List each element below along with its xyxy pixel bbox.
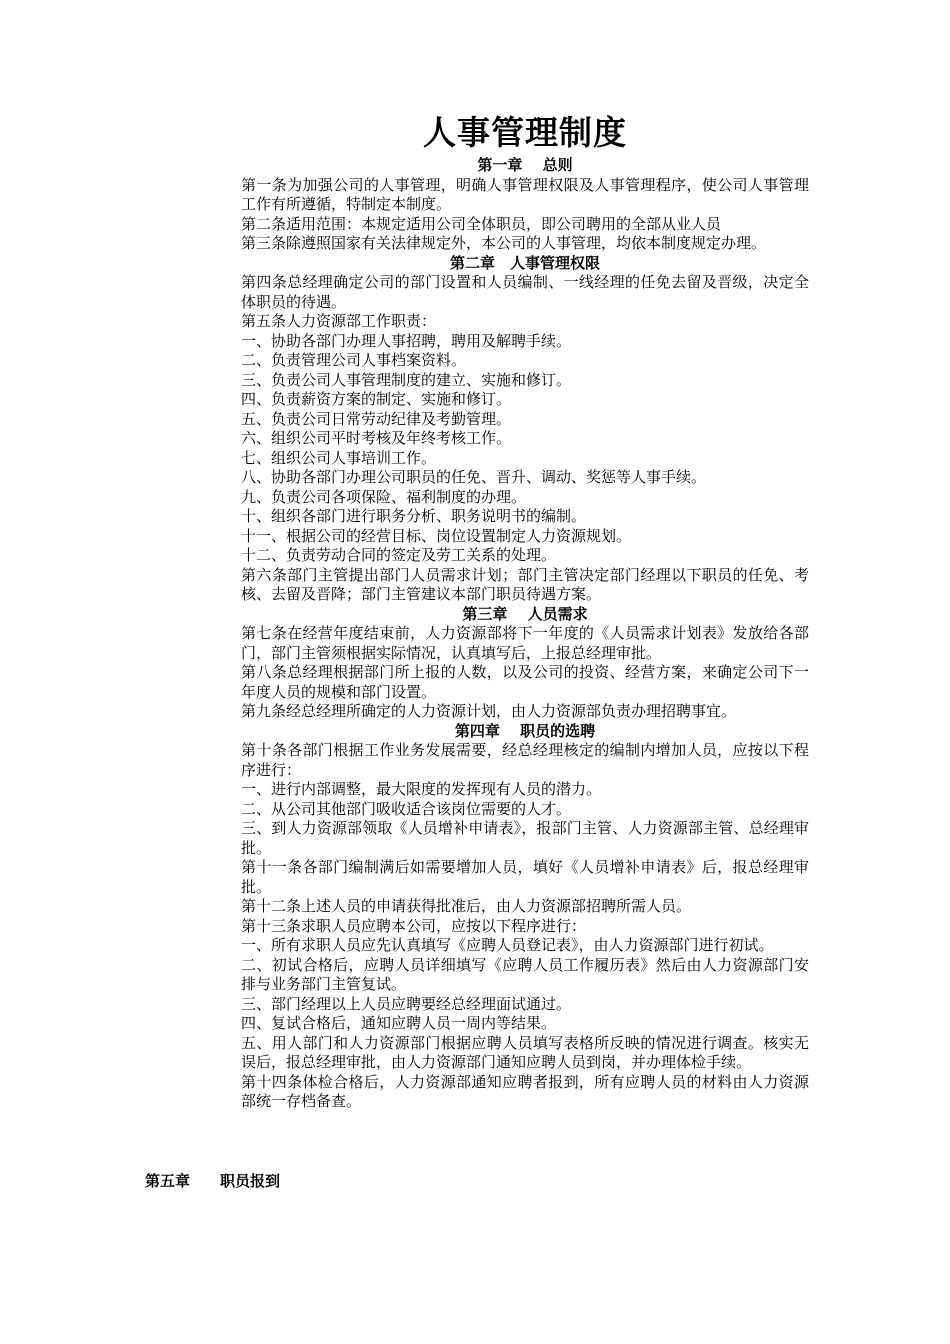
paragraph: 二、从公司其他部门吸收适合该岗位需要的人才。 — [241, 799, 572, 818]
paragraph: 第十条各部门根据工作业务发展需要，经总经理核定的编制内增加人员，应按以下程序进行： — [241, 741, 809, 779]
sections-container — [241, 156, 809, 1112]
paragraph: 一、所有求职人员应先认真填写《应聘人员登记表》，由人力资源部门进行初试。 — [241, 936, 774, 954]
paragraph: 九、负责公司各项保险、福利制度的办理。 — [241, 487, 527, 506]
paragraph: 一、协助各部门办理人事招聘，聘用及解聘手续。 — [241, 331, 572, 350]
paragraph: 第六条部门主管提出部门人员需求计划；部门主管决定部门经理以下职员的任免、考核、去留及晋降；部门主管建议本部门职员待遇方案。 — [241, 565, 809, 603]
paragraph: 第十三条求职人员应聘本公司，应按以下程序进行： — [241, 916, 587, 935]
paragraph: 二、负责管理公司人事档案资料。 — [241, 351, 467, 369]
paragraph: 三、负责公司人事管理制度的建立、实施和修订。 — [241, 370, 572, 389]
chapter-heading: 第二章 人事管理权限 — [449, 253, 600, 272]
paragraph: 八、协助各部门办理公司职员的任免、晋升、调动、奖惩等人事手续。 — [241, 468, 707, 486]
paragraph: 三、到人力资源部领取《人员增补申请表》，报部门主管、人力资源部主管、总经理审批。 — [241, 819, 809, 857]
paragraph: 二、初试合格后，应聘人员详细填写《应聘人员工作履历表》然后由人力资源部门安排与业务部门主管复试。 — [241, 955, 809, 993]
paragraph: 第三条除遵照国家有关法律规定外，本公司的人事管理，均依本制度规定办理。 — [241, 234, 767, 252]
paragraph: 四、负责薪资方案的制定、实施和修订。 — [241, 390, 512, 408]
chapter-5-heading: 第五章 职员报到 — [145, 1172, 281, 1190]
paragraph: 三、部门经理以上人员应聘要经总经理面试通过。 — [241, 994, 572, 1013]
page-title: 人事管理制度 — [423, 113, 627, 152]
paragraph: 第十四条体检合格后，人力资源部通知应聘者报到，所有应聘人员的材料由人力资源部统一存档备查。 — [241, 1072, 809, 1110]
paragraph: 十、组织各部门进行职务分析、职务说明书的编制。 — [241, 507, 587, 525]
paragraph: 五、用人部门和人力资源部门根据应聘人员填写表格所反映的情况进行调查。核实无误后，报总经理审批，由人力资源部门通知应聘人员到岗，并办理体检手续。 — [241, 1033, 809, 1071]
paragraph: 第一条为加强公司的人事管理，明确人事管理权限及人事管理程序，使公司人事管理工作有所遵循，特制定本制度。 — [241, 175, 809, 213]
paragraph: 一、进行内部调整，最大限度的发挥现有人员的潜力。 — [241, 780, 602, 798]
chapter-heading: 第三章 人员需求 — [462, 604, 588, 623]
paragraph: 第八条总经理根据部门所上报的人数，以及公司的投资、经营方案，来确定公司下一年度人员的规模和部门设置。 — [241, 663, 809, 701]
paragraph: 六、组织公司平时考核及年终考核工作。 — [241, 429, 512, 447]
paragraph: 十二、负责劳动合同的签定及劳工关系的处理。 — [241, 546, 557, 564]
paragraph: 第四条总经理确定公司的部门设置和人员编制、一线经理的任免去留及晋级，决定全体职员的待遇。 — [241, 273, 809, 311]
chapter-heading: 第一章 总则 — [477, 156, 573, 174]
paragraph: 第五条人力资源部工作职责： — [241, 312, 437, 330]
chapter-heading: 第四章 职员的选聘 — [454, 721, 596, 740]
paragraph: 第七条在经营年度结束前，人力资源部将下一年度的《人员需求计划表》发放给各部门，部门主管须根据实际情况，认真填写后，上报总经理审批。 — [241, 624, 809, 662]
paragraph: 十一、根据公司的经营目标、岗位设置制定人力资源规划。 — [241, 526, 632, 545]
paragraph: 五、负责公司日常劳动纪律及考勤管理。 — [241, 409, 512, 428]
paragraph: 七、组织公司人事培训工作。 — [241, 448, 437, 467]
paragraph: 第十一条各部门编制满后如需要增加人员，填好《人员增补申请表》后，报总经理审批。 — [241, 858, 809, 896]
document-body — [241, 110, 809, 1112]
paragraph: 第十二条上述人员的申请获得批准后，由人力资源部招聘所需人员。 — [241, 897, 692, 915]
paragraph: 第二条适用范围：本规定适用公司全体职员，即公司聘用的全部从业人员 — [241, 214, 722, 233]
paragraph: 第九条经总经理所确定的人力资源计划，由人力资源部负责办理招聘事宜。 — [241, 702, 737, 720]
paragraph: 四、复试合格后，通知应聘人员一周内等结果。 — [241, 1014, 557, 1032]
